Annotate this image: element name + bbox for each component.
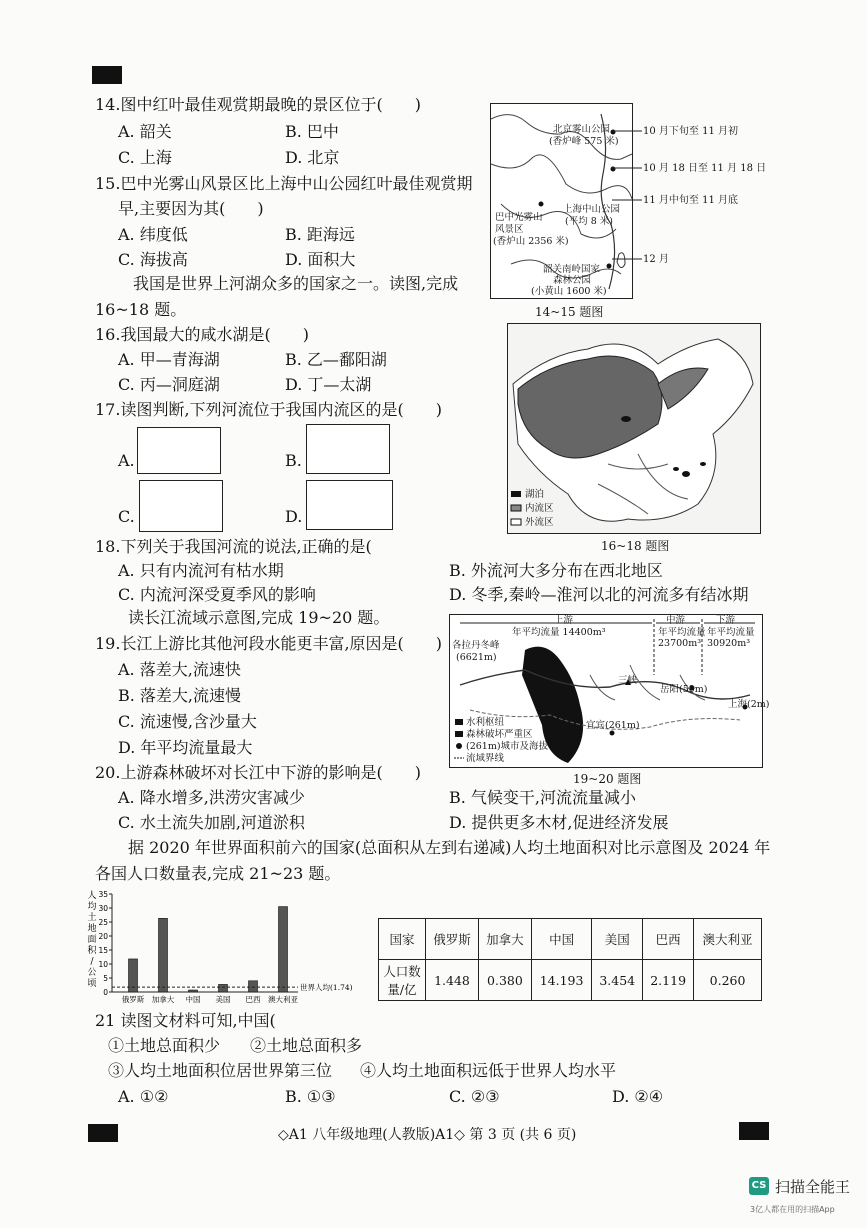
intro-19-20: 读长江流域示意图,完成 19~20 题。 — [128, 608, 390, 627]
q15-option-d: D. 面积大 — [285, 250, 356, 269]
bar-巴西 — [249, 981, 258, 992]
table-cell: 14.193 — [531, 960, 591, 1001]
camscanner-logo-icon: CS — [749, 1177, 769, 1195]
label-shanghai-1: 上海中山公园 — [563, 204, 621, 215]
q15-stem-line1: 15.巴中光雾山风景区比上海中山公园红叶最佳观赏期 — [95, 174, 473, 193]
intro-16-18-line1: 我国是世界上河湖众多的国家之一。读图,完成 — [133, 274, 459, 293]
table-cell: 1.448 — [426, 960, 479, 1001]
q17-option-c: C. — [118, 507, 135, 526]
label-lower-reach: 下游 — [716, 615, 736, 626]
q15-stem-line2: 早,主要因为其( ) — [118, 199, 264, 218]
y-tick-label: 25 — [98, 918, 108, 927]
label-flow-middle: 年平均流量 — [658, 627, 706, 638]
intro-16-18-line2: 16~18 题。 — [95, 300, 187, 319]
map-16-18 — [507, 323, 761, 534]
q17-option-d: D. — [285, 507, 303, 526]
y-axis-label-char: 均 — [87, 902, 97, 912]
label-flow-upper: 年平均流量 14400m³ — [512, 627, 606, 638]
y-axis-label-char: 积 — [87, 946, 97, 956]
label-bazhong-2: 风景区 — [495, 224, 524, 235]
alignment-mark-top-left — [92, 66, 122, 84]
label-time-4: 12 月 — [643, 254, 669, 265]
label-shaoguan-1: 韶关南岭国家 — [543, 264, 601, 275]
q18-option-d: D. 冬季,秦岭—淮河以北的河流多有结冰期 — [449, 585, 749, 604]
intro-21-23-line1: 据 2020 年世界面积前六的国家(总面积从左到右递减)人均土地面积对比示意图及 2024 年 — [128, 838, 771, 857]
label-upper-reach: 上游 — [554, 615, 574, 626]
table-header-cell: 俄罗斯 — [426, 919, 479, 960]
intro-21-23-line2: 各国人口数量表,完成 21~23 题。 — [95, 864, 341, 883]
bar-美国 — [219, 984, 228, 992]
y-tick-label: 15 — [98, 946, 108, 955]
q14-stem: 14.图中红叶最佳观赏期最晚的景区位于( ) — [95, 95, 421, 114]
table-header-cell: 美国 — [592, 919, 643, 960]
q21-option-b: B. ①③ — [285, 1087, 336, 1106]
map-19-20-caption: 19~20 题图 — [573, 772, 642, 786]
label-beijing-1: 北京雾山公园 — [553, 124, 611, 135]
q17-option-a: A. — [118, 451, 135, 470]
y-axis-label-char: 人 — [87, 891, 97, 901]
y-axis-label-char: 地 — [87, 924, 97, 934]
label-yibin: 宜宾(261m) — [586, 720, 640, 731]
q16-option-d: D. 丁—太湖 — [285, 375, 372, 394]
legend-city-elevation: (261m)城市及海拔 — [466, 741, 549, 752]
label-middle-reach: 中游 — [666, 615, 686, 626]
legend-outflow-basin: 外流区 — [525, 517, 554, 528]
label-flow-middle-value: 23700m³ — [658, 638, 702, 649]
camscanner-name: 扫描全能王 — [775, 1178, 851, 1196]
q20-stem: 20.上游森林破坏对长江中下游的影响是( ) — [95, 763, 421, 782]
legend-deforestation: 森林破坏严重区 — [466, 729, 533, 740]
q14-option-b: B. 巴中 — [285, 122, 339, 141]
map-16-18-caption: 16~18 题图 — [601, 539, 670, 553]
q15-option-a: A. 纬度低 — [118, 225, 188, 244]
y-tick-label: 30 — [98, 904, 108, 913]
q17-figure-b — [306, 424, 390, 474]
q21-statement-2: ②土地总面积多 — [250, 1036, 363, 1055]
china-map-outline — [508, 324, 760, 533]
x-tick-label: 澳大利亚 — [268, 995, 298, 1004]
legend-basin-boundary: 流域界线 — [466, 753, 505, 764]
y-tick-label: 10 — [98, 960, 108, 969]
y-tick-label: 0 — [103, 988, 108, 997]
y-tick-label: 35 — [98, 890, 108, 899]
label-shanghai-city: 上海(2m) — [728, 699, 770, 710]
table-header-row — [379, 919, 762, 960]
x-tick-label: 美国 — [215, 995, 231, 1004]
legend-dam: 水利枢纽 — [466, 717, 505, 728]
label-shaoguan-3: (小黄山 1600 米) — [531, 286, 607, 297]
q17-figure-c — [139, 480, 223, 532]
bar-中国 — [189, 990, 198, 992]
q21-option-c: C. ②③ — [449, 1087, 500, 1106]
q16-option-c: C. 丙—洞庭湖 — [118, 375, 220, 394]
q14-option-c: C. 上海 — [118, 148, 172, 167]
label-bazhong-3: (香炉山 2356 米) — [493, 236, 569, 247]
table-header-cell: 加拿大 — [478, 919, 531, 960]
y-axis-label-char: 面 — [87, 935, 97, 945]
table-header-cell: 巴西 — [643, 919, 694, 960]
table-cell: 0.380 — [478, 960, 531, 1001]
legend-lake: 湖泊 — [525, 489, 545, 500]
q16-stem: 16.我国最大的咸水湖是( ) — [95, 325, 309, 344]
y-tick-label: 20 — [98, 932, 108, 941]
q19-option-a: A. 落差大,流速快 — [118, 660, 241, 679]
map-14-15-caption: 14~15 题图 — [535, 305, 604, 319]
table-cell: 3.454 — [592, 960, 643, 1001]
x-tick-label: 中国 — [185, 995, 201, 1004]
q20-option-c: C. 水土流失加剧,河道淤积 — [118, 813, 305, 832]
bar-加拿大 — [159, 918, 168, 992]
label-time-3: 11 月中旬至 11 月底 — [643, 195, 738, 206]
x-tick-label: 俄罗斯 — [121, 995, 145, 1004]
q21-statement-1: ①土地总面积少 — [108, 1036, 221, 1055]
q21-option-a: A. ①② — [118, 1087, 169, 1106]
q20-option-d: D. 提供更多木材,促进经济发展 — [449, 813, 669, 832]
table-header-cell: 国家 — [379, 919, 426, 960]
bar-澳大利亚 — [279, 907, 288, 992]
label-bazhong-1: 巴中光雾山 — [495, 212, 543, 223]
map-19-20 — [449, 614, 770, 768]
y-axis-label-char: 土 — [87, 913, 97, 923]
label-time-2: 10 月 18 日至 11 月 18 日 — [643, 163, 767, 174]
label-peak-2: (6621m) — [456, 652, 497, 663]
q19-option-b: B. 落差大,流速慢 — [118, 686, 242, 705]
y-axis-label-char: 顷 — [87, 979, 97, 989]
population-table — [378, 918, 762, 1001]
per-capita-land-chart — [86, 888, 376, 1008]
q18-option-c: C. 内流河深受夏季风的影响 — [118, 585, 316, 604]
q20-option-b: B. 气候变干,河流流量减小 — [449, 788, 637, 807]
label-yueyang: 岳阳(59m) — [660, 684, 708, 695]
label-time-1: 10 月下旬至 11 月初 — [643, 126, 738, 137]
q21-stem: 21 读图文材料可知,中国( — [95, 1011, 276, 1030]
table-header-cell: 澳大利亚 — [694, 919, 762, 960]
q15-option-b: B. 距海远 — [285, 225, 355, 244]
label-shaoguan-2: 森林公园 — [553, 275, 592, 286]
x-tick-label: 巴西 — [245, 995, 261, 1004]
x-tick-label: 加拿大 — [151, 995, 175, 1004]
q17-figure-d — [306, 480, 393, 530]
q16-option-a: A. 甲—青海湖 — [118, 350, 220, 369]
q14-option-d: D. 北京 — [285, 148, 340, 167]
q15-option-c: C. 海拔高 — [118, 250, 188, 269]
label-flow-lower-value: 30920m³ — [707, 638, 751, 649]
q18-stem: 18.下列关于我国河流的说法,正确的是( — [95, 537, 372, 556]
label-beijing-2: (香炉峰 575 米) — [549, 136, 619, 147]
y-tick-label: 5 — [103, 974, 108, 983]
q19-option-c: C. 流速慢,含沙量大 — [118, 712, 257, 731]
q16-option-b: B. 乙—鄱阳湖 — [285, 350, 387, 369]
q18-option-b: B. 外流河大多分布在西北地区 — [449, 561, 663, 580]
page-footer: ◇A1 八年级地理(人教版)A1◇ 第 3 页 (共 6 页) — [278, 1127, 577, 1143]
table-row — [379, 960, 762, 1001]
label-sanxia: 三峡 — [618, 675, 638, 686]
q17-figure-a — [137, 427, 221, 474]
q17-option-b: B. — [285, 451, 302, 470]
world-average-label: 世界人均(1.74) — [300, 983, 353, 993]
label-peak-1: 各拉丹冬峰 — [452, 640, 500, 651]
table-cell: 0.260 — [694, 960, 762, 1001]
q21-statement-3: ③人均土地面积位居世界第三位 — [108, 1061, 333, 1080]
camscanner-tagline: 3亿人都在用的扫描App — [750, 1205, 835, 1214]
table-row-label: 人口数量/亿 — [379, 960, 426, 1001]
q14-option-a: A. 韶关 — [118, 122, 172, 141]
q21-option-d: D. ②④ — [612, 1087, 664, 1106]
q21-statement-4: ④人均土地面积远低于世界人均水平 — [360, 1061, 617, 1080]
q19-option-d: D. 年平均流量最大 — [118, 738, 253, 757]
y-axis-label-char: / — [90, 957, 94, 967]
q17-stem: 17.读图判断,下列河流位于我国内流区的是( ) — [95, 400, 443, 419]
q18-option-a: A. 只有内流河有枯水期 — [118, 561, 284, 580]
alignment-mark-bottom-left — [88, 1124, 118, 1142]
q20-option-a: A. 降水增多,洪涝灾害减少 — [118, 788, 305, 807]
y-axis-label-char: 公 — [87, 968, 97, 978]
label-flow-lower: 年平均流量 — [707, 627, 755, 638]
label-shanghai-2: (平均 8 米) — [565, 216, 613, 227]
table-header-cell: 中国 — [531, 919, 591, 960]
legend-inland-basin: 内流区 — [525, 503, 554, 514]
q19-stem: 19.长江上游比其他河段水能更丰富,原因是( ) — [95, 634, 443, 653]
alignment-mark-bottom-right — [739, 1122, 769, 1140]
table-cell: 2.119 — [643, 960, 694, 1001]
